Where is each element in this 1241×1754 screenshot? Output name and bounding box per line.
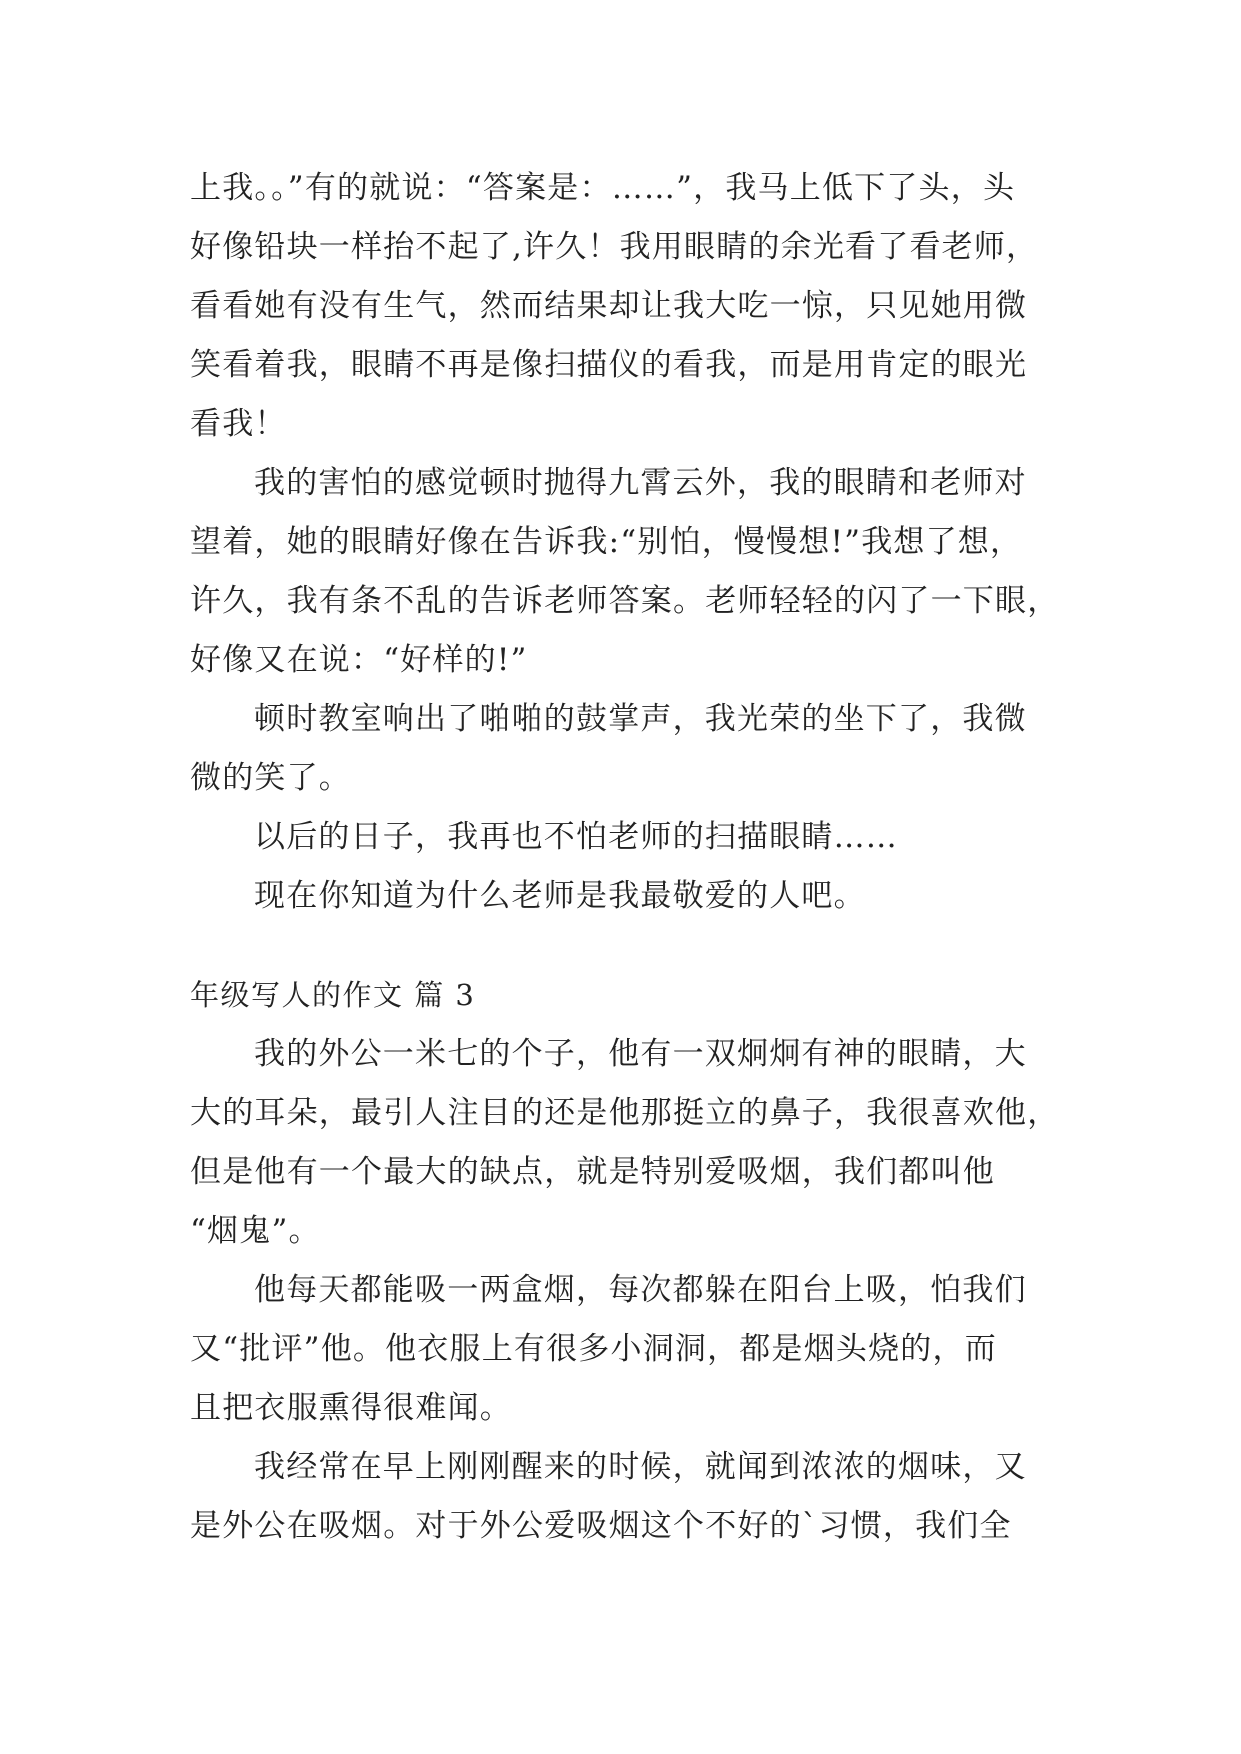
paragraph-start: 我的外公一米七的个子，他有一双炯炯有神的眼睛，大 (254, 1036, 1027, 1072)
text-line: 又“批评”他。他衣服上有很多小洞洞，都是烟头烧的，而 (190, 1331, 997, 1367)
text-line: 好像铅块一样抬不起了,许久！我用眼睛的余光看了看老师， (190, 229, 1039, 265)
text-line: 大的耳朵，最引人注目的还是他那挺立的鼻子，我很喜欢他， (190, 1095, 1060, 1131)
paragraph-start: 他每天都能吸一两盒烟，每次都躲在阳台上吸，怕我们 (254, 1272, 1027, 1308)
text-line: 好像又在说：“好样的!” (190, 642, 528, 678)
text-line: 是外公在吸烟。对于外公爱吸烟这个不好的`习惯，我们全 (190, 1508, 1012, 1544)
section-heading: 年级写人的作文 篇 3 (190, 978, 476, 1012)
text-line: 但是他有一个最大的缺点，就是特别爱吸烟，我们都叫他 (190, 1154, 995, 1190)
text-line: 许久，我有条不乱的告诉老师答案。老师轻轻的闪了一下眼， (190, 583, 1060, 619)
paragraph-start: 顿时教室响出了啪啪的鼓掌声，我光荣的坐下了，我微 (254, 701, 1027, 737)
paragraph-start: 现在你知道为什么老师是我最敬爱的人吧。 (254, 878, 866, 914)
text-line: 望着，她的眼睛好像在告诉我:“别怕，慢慢想!”我想了想， (190, 524, 1023, 560)
paragraph-start: 我的害怕的感觉顿时抛得九霄云外，我的眼睛和老师对 (254, 465, 1027, 501)
text-line: 上我。。”有的就说：“答案是：……”，我马上低下了头，头 (190, 170, 1016, 206)
text-line: 且把衣服熏得很难闻。 (190, 1390, 512, 1426)
text-line: 看我！ (190, 406, 287, 442)
text-line: 看看她有没有生气，然而结果却让我大吃一惊，只见她用微 (190, 288, 1028, 324)
text-line: 微的笑了。 (190, 760, 351, 796)
text-line: “烟鬼”。 (190, 1213, 321, 1249)
text-line: 笑看着我，眼睛不再是像扫描仪的看我，而是用肯定的眼光 (190, 347, 1028, 383)
paragraph-start: 我经常在早上刚刚醒来的时候，就闻到浓浓的烟味，又 (254, 1449, 1027, 1485)
paragraph-start: 以后的日子，我再也不怕老师的扫描眼睛…… (254, 819, 898, 855)
